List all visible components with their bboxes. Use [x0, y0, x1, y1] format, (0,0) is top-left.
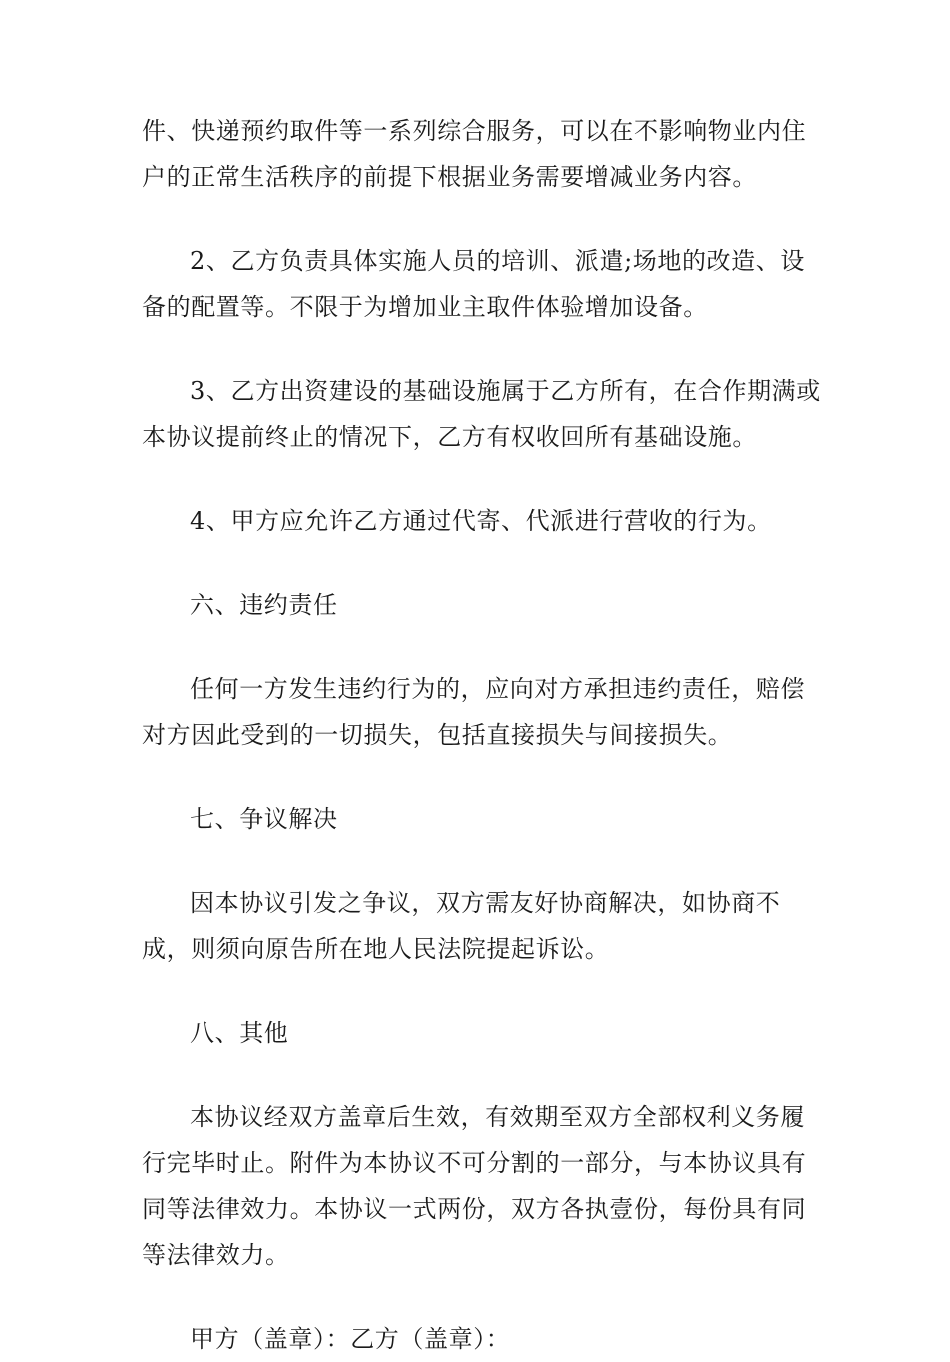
section-heading-dispute-resolution: 七、争议解决	[190, 805, 338, 833]
paragraph-continuation: 件、快递预约取件等一系列综合服务，可以在不影响物业内住户的正常生活秩序的前提下根据业务需要增减业务内容。	[142, 117, 807, 191]
paragraph-item-2: 2、乙方负责具体实施人员的培训、派遣;场地的改造、设备的配置等。不限于为增加业主取件体验增加设备。	[142, 247, 805, 321]
section-heading-breach-liability: 六、违约责任	[190, 591, 338, 619]
signature-line: 甲方（盖章）：乙方（盖章）：	[190, 1325, 511, 1353]
document-page	[142, 108, 822, 1362]
paragraph-breach-liability: 任何一方发生违约行为的，应向对方承担违约责任，赔偿对方因此受到的一切损失，包括直接损失与间接损失。	[142, 675, 805, 749]
paragraph-item-3: 3、乙方出资建设的基础设施属于乙方所有，在合作期满或本协议提前终止的情况下，乙方有权收回所有基础设施。	[142, 377, 821, 451]
section-heading-other: 八、其他	[190, 1019, 289, 1047]
paragraph-item-4: 4、甲方应允许乙方通过代寄、代派进行营收的行为。	[190, 507, 772, 535]
paragraph-dispute-resolution: 因本协议引发之争议，双方需友好协商解决，如协商不成，则须向原告所在地人民法院提起诉讼。	[142, 889, 781, 963]
paragraph-other: 本协议经双方盖章后生效，有效期至双方全部权利义务履行完毕时止。附件为本协议不可分割的一部分，与本协议具有同等法律效力。本协议一式两份，双方各执壹份，每份具有同等法律效力。	[142, 1103, 807, 1269]
